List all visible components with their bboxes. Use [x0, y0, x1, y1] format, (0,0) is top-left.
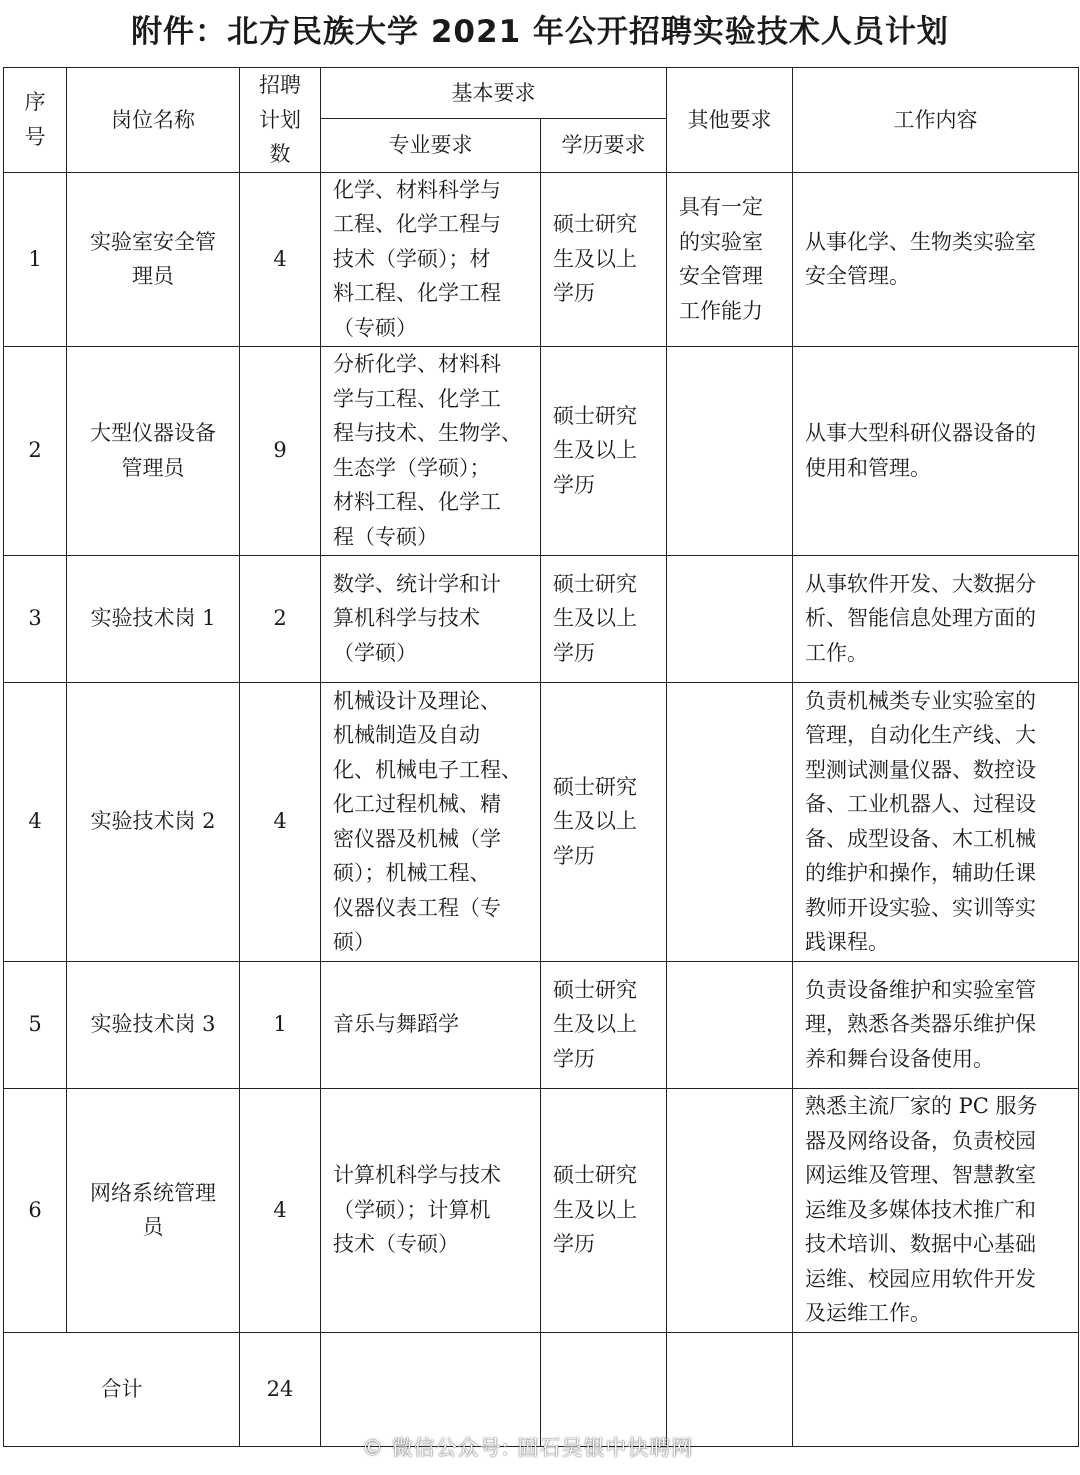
header-position: 岗位名称 [67, 68, 240, 173]
total-empty-cell [667, 1332, 793, 1446]
row-major: 机械设计及理论、 机械制造及自动 化、机械电子工程、 化工过程机械、精 密仪器及机械（学 硕）；机械工程、 仪器仪表工程（专 硕） [321, 682, 541, 961]
row-duty: 熟悉主流厂家的 PC 服务 器及网络设备，负责校园 网运维及管理、智慧教室 运维及多媒体技术推广和 技术培训、数据中心基础 运维、校园应用软件开发 及运维工作。 [793, 1088, 1079, 1332]
header-row [4, 68, 1079, 119]
header-other-requirements: 其他要求 [667, 68, 793, 173]
row-duty: 从事化学、生物类实验室 安全管理。 [793, 172, 1079, 346]
row-index: 6 [4, 1088, 67, 1332]
row-index: 4 [4, 682, 67, 961]
table-row [4, 682, 1079, 961]
row-other: 具有一定 的实验室 安全管理 工作能力 [667, 172, 793, 346]
row-education: 硕士研究 生及以上 学历 [541, 961, 667, 1088]
header-basic-requirements: 基本要求 [321, 68, 667, 119]
row-index: 1 [4, 172, 67, 346]
header-major: 专业要求 [321, 119, 541, 172]
total-label: 合计 [4, 1332, 240, 1446]
header-duty: 工作内容 [793, 68, 1079, 173]
recruitment-plan-table [3, 67, 1079, 1447]
row-major: 音乐与舞蹈学 [321, 961, 541, 1088]
table-row [4, 1088, 1079, 1332]
total-count: 24 [240, 1332, 321, 1446]
row-duty: 负责设备维护和实验室管 理，熟悉各类器乐维护保 养和舞台设备使用。 [793, 961, 1079, 1088]
watermark: © 微信公众号: 固石吴银中快聘网 [362, 1436, 694, 1460]
row-count: 4 [240, 682, 321, 961]
row-education: 硕士研究 生及以上 学历 [541, 682, 667, 961]
row-index: 5 [4, 961, 67, 1088]
row-count: 4 [240, 172, 321, 346]
row-count: 1 [240, 961, 321, 1088]
row-education: 硕士研究 生及以上 学历 [541, 1088, 667, 1332]
row-position: 实验技术岗 3 [67, 961, 240, 1088]
table-row [4, 555, 1079, 682]
row-count: 4 [240, 1088, 321, 1332]
row-position: 实验室安全管 理员 [67, 172, 240, 346]
row-count: 9 [240, 346, 321, 555]
row-duty: 从事软件开发、大数据分 析、智能信息处理方面的 工作。 [793, 555, 1079, 682]
row-major: 计算机科学与技术 （学硕）；计算机 技术（专硕） [321, 1088, 541, 1332]
row-position: 大型仪器设备 管理员 [67, 346, 240, 555]
row-duty: 负责机械类专业实验室的 管理，自动化生产线、大 型测试测量仪器、数控设 备、工业机器人、过程设 备、成型设备、木工机械 的维护和操作，辅助任课 教师开设实验、实训等实 践课程。 [793, 682, 1079, 961]
row-duty: 从事大型科研仪器设备的 使用和管理。 [793, 346, 1079, 555]
row-position: 实验技术岗 2 [67, 682, 240, 961]
header-education: 学历要求 [541, 119, 667, 172]
header-count: 招聘 计划 数 [240, 68, 321, 173]
total-empty-cell [793, 1332, 1079, 1446]
row-other [667, 1088, 793, 1332]
row-major: 化学、材料科学与 工程、化学工程与 技术（学硕）；材 料工程、化学工程 （专硕） [321, 172, 541, 346]
table-row [4, 172, 1079, 346]
row-position: 网络系统管理 员 [67, 1088, 240, 1332]
row-other [667, 682, 793, 961]
table-row [4, 961, 1079, 1088]
document-title: 附件：北方民族大学 2021 年公开招聘实验技术人员计划 [131, 14, 949, 50]
total-empty-cell [541, 1332, 667, 1446]
row-count: 2 [240, 555, 321, 682]
row-other [667, 555, 793, 682]
row-other [667, 346, 793, 555]
row-major: 分析化学、材料科 学与工程、化学工 程与技术、生物学、 生态学（学硕）； 材料工程、化学工 程（专硕） [321, 346, 541, 555]
row-major: 数学、统计学和计 算机科学与技术 （学硕） [321, 555, 541, 682]
row-education: 硕士研究 生及以上 学历 [541, 555, 667, 682]
row-index: 3 [4, 555, 67, 682]
row-other [667, 961, 793, 1088]
table-row [4, 346, 1079, 555]
total-empty-cell [321, 1332, 541, 1446]
header-index: 序 号 [4, 68, 67, 173]
row-education: 硕士研究 生及以上 学历 [541, 172, 667, 346]
row-education: 硕士研究 生及以上 学历 [541, 346, 667, 555]
total-row [4, 1332, 1079, 1446]
row-position: 实验技术岗 1 [67, 555, 240, 682]
row-index: 2 [4, 346, 67, 555]
